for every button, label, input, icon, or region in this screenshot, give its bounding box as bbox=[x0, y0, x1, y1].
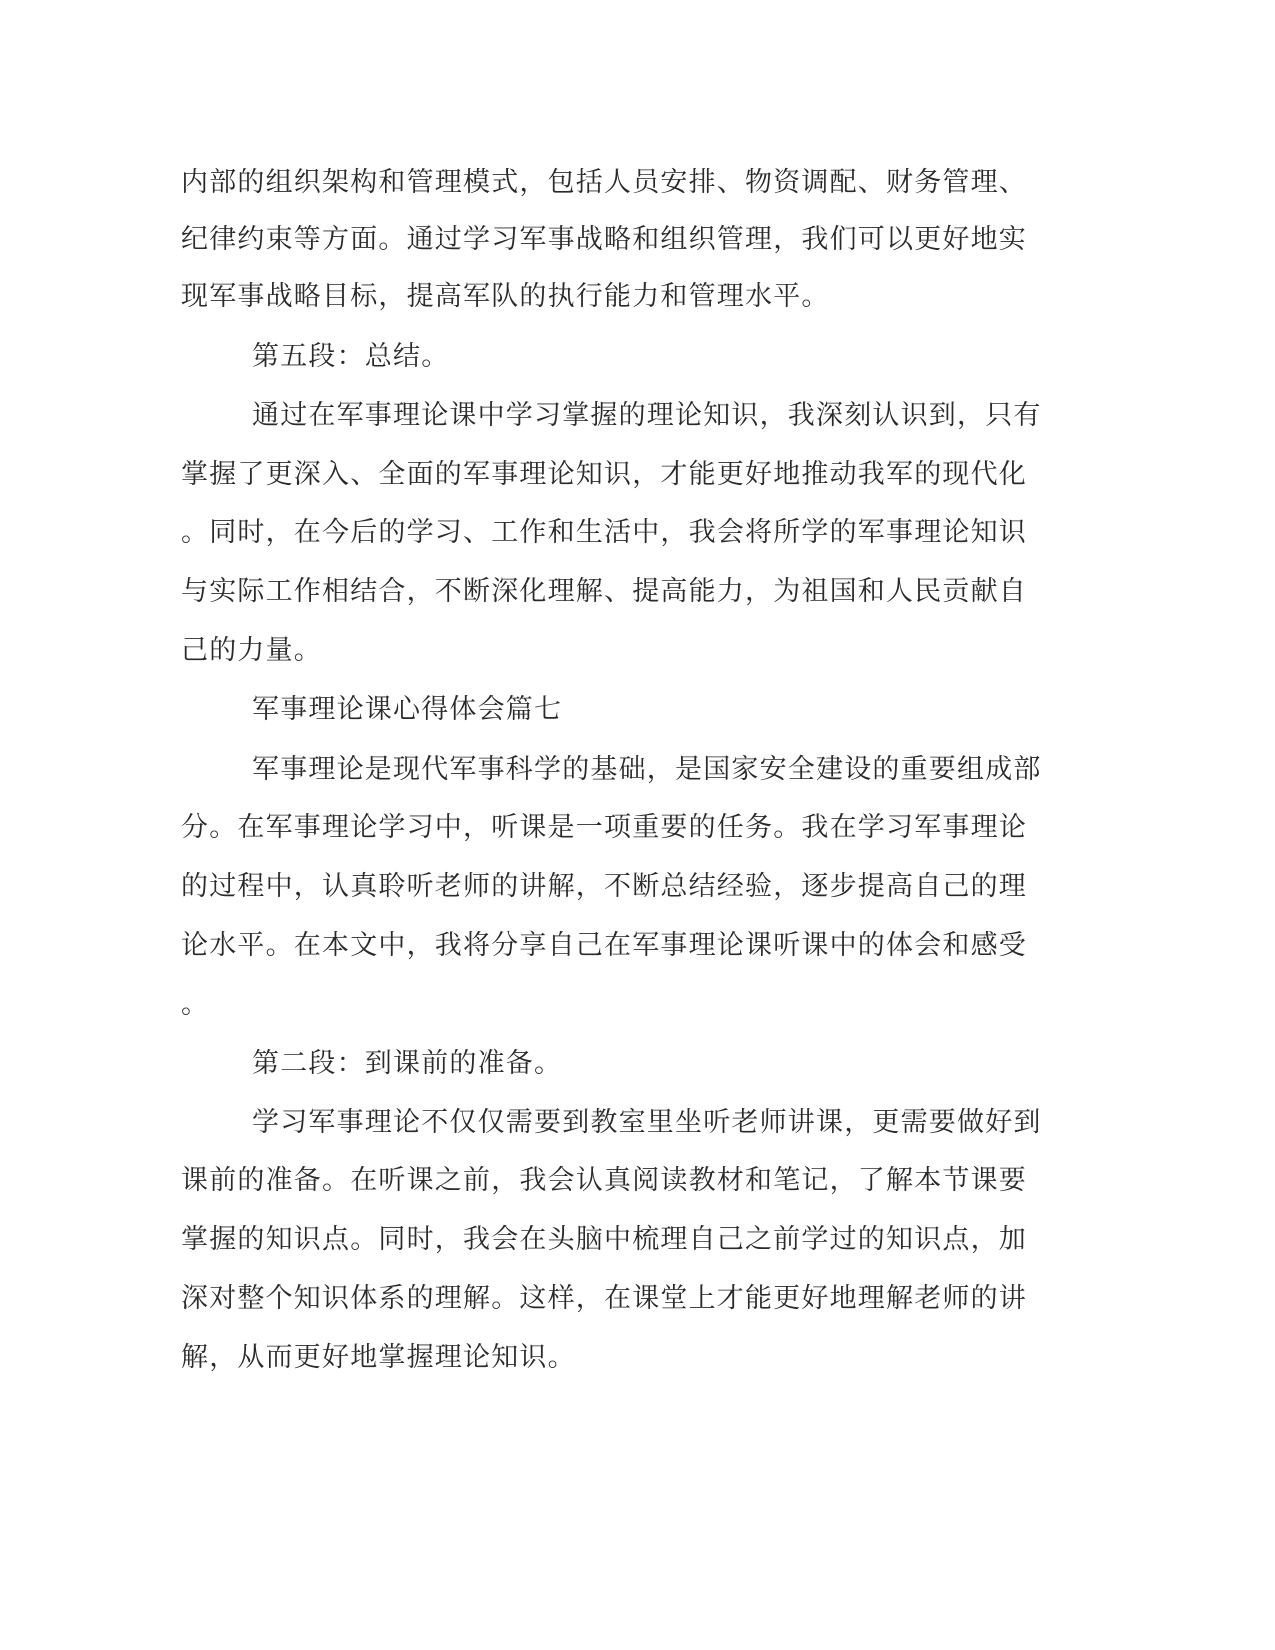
text-line: 论水平。在本文中，我将分享自己在军事理论课听课中的体会和感受 bbox=[181, 930, 1027, 961]
text-line: 的过程中，认真聆听老师的讲解，不断总结经验，逐步提高自己的理 bbox=[181, 871, 1027, 902]
text-line: 掌握的知识点。同时，我会在头脑中梳理自己之前学过的知识点，加 bbox=[181, 1224, 1027, 1255]
text-line: 通过在军事理论课中学习掌握的理论知识，我深刻认识到，只有 bbox=[252, 400, 1042, 431]
section-heading: 第五段：总结。 bbox=[252, 341, 450, 372]
text-line: 。 bbox=[181, 989, 210, 1020]
text-line: 掌握了更深入、全面的军事理论知识，才能更好地推动我军的现代化 bbox=[181, 459, 1027, 490]
text-line: 解，从而更好地掌握理论知识。 bbox=[181, 1342, 576, 1373]
text-line: 军事理论是现代军事科学的基础，是国家安全建设的重要组成部 bbox=[252, 754, 1042, 785]
text-line: 。同时，在今后的学习、工作和生活中，我会将所学的军事理论知识 bbox=[181, 517, 1027, 548]
text-line: 深对整个知识体系的理解。这样，在课堂上才能更好地理解老师的讲 bbox=[181, 1283, 1027, 1314]
section-heading: 第二段：到课前的准备。 bbox=[252, 1048, 563, 1079]
text-line: 学习军事理论不仅仅需要到教室里坐听老师讲课，更需要做好到 bbox=[252, 1107, 1042, 1138]
text-line: 课前的准备。在听课之前，我会认真阅读教材和笔记，了解本节课要 bbox=[181, 1165, 1027, 1196]
text-line: 内部的组织架构和管理模式，包括人员安排、物资调配、财务管理、 bbox=[181, 167, 1027, 198]
text-line: 与实际工作相结合，不断深化理解、提高能力，为祖国和人民贡献自 bbox=[181, 576, 1027, 607]
text-line: 现军事战略目标，提高军队的执行能力和管理水平。 bbox=[181, 281, 830, 312]
text-line: 纪律约束等方面。通过学习军事战略和组织管理，我们可以更好地实 bbox=[181, 224, 1027, 255]
article-title: 军事理论课心得体会篇七 bbox=[252, 694, 563, 725]
text-line: 己的力量。 bbox=[181, 635, 322, 666]
text-line: 分。在军事理论学习中，听课是一项重要的任务。我在学习军事理论 bbox=[181, 812, 1027, 843]
